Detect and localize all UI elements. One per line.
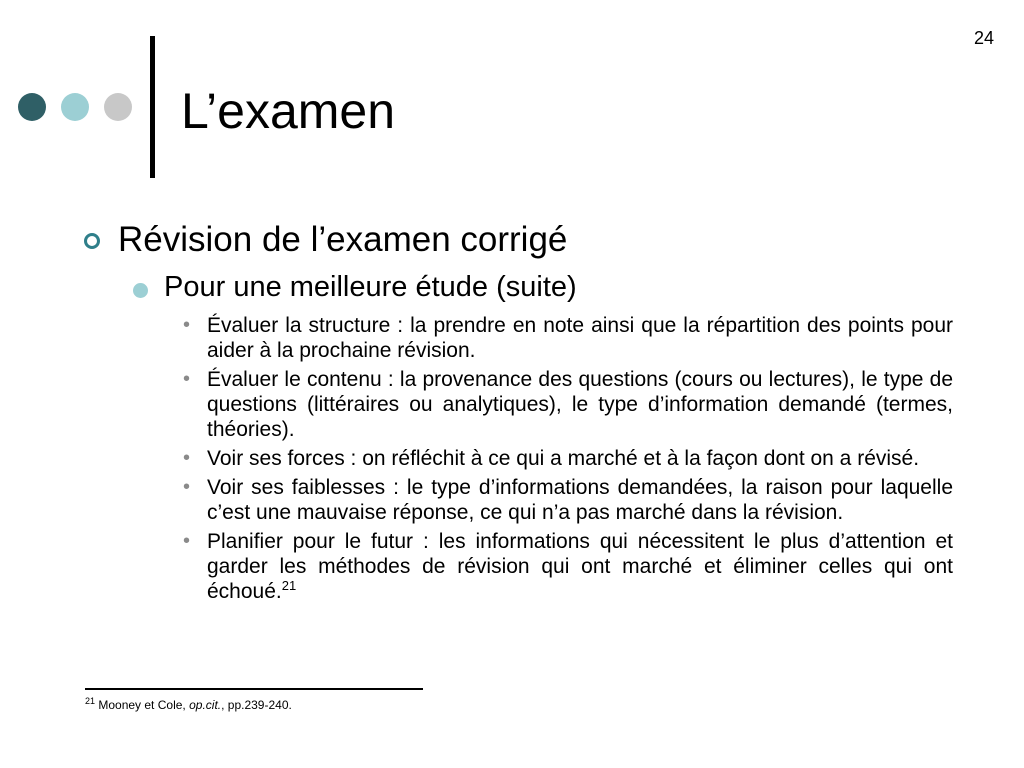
small-bullet-icon: • [183,314,191,336]
detail-list [180,313,953,608]
list-item [180,367,953,442]
small-bullet-icon: • [183,476,191,498]
disc-bullet-icon [133,283,148,298]
footnote-pages: , pp.239-240. [221,698,292,712]
footnote-reference: 21 [281,578,297,593]
grey-dot-icon [104,93,132,121]
list-item-text: Évaluer la structure : la prendre en note ainsi que la répartition des points pour aider à la prochaine révision. [207,314,953,362]
page-number: 24 [973,28,994,48]
footnote [85,697,292,713]
list-item [180,475,953,525]
footnote-author: Mooney et Cole, [98,698,186,712]
small-bullet-icon: • [183,368,191,390]
list-item-text: Voir ses forces : on réfléchit à ce qui a marché et à la façon dont on a révisé. [207,447,920,470]
list-item-text: Évaluer le contenu : la provenance des questions (cours ou lectures), le type de questions (littéraires ou analytiques), le type d’information demandé (termes, théories). [207,368,953,441]
small-bullet-icon: • [183,447,191,469]
ring-bullet-icon [84,233,100,249]
list-item-text: Voir ses faiblesses : le type d’informations demandées, la raison pour laquelle c’est une mauvaise réponse, ce qui n’a pas marché dans la révision. [207,476,953,524]
level2-bullet-text: Pour une meilleure étude (suite) [164,271,577,303]
list-item [180,529,953,604]
level1-bullet-text: Révision de l’examen corrigé [118,220,568,259]
list-item-text: Planifier pour le futur : les informations qui nécessitent le plus d’attention et garder les méthodes de révision qui ont marché et éliminer celles qui ont échoué. [207,530,953,603]
footnote-work: op.cit. [189,698,222,712]
footnote-divider [85,688,423,690]
dark-teal-dot-icon [18,93,46,121]
light-teal-dot-icon [61,93,89,121]
small-bullet-icon: • [183,530,191,552]
list-item [180,446,953,471]
list-item [180,313,953,363]
footnote-number: 21 [85,696,96,706]
slide-title: L’examen [181,83,396,139]
title-divider [150,36,155,178]
